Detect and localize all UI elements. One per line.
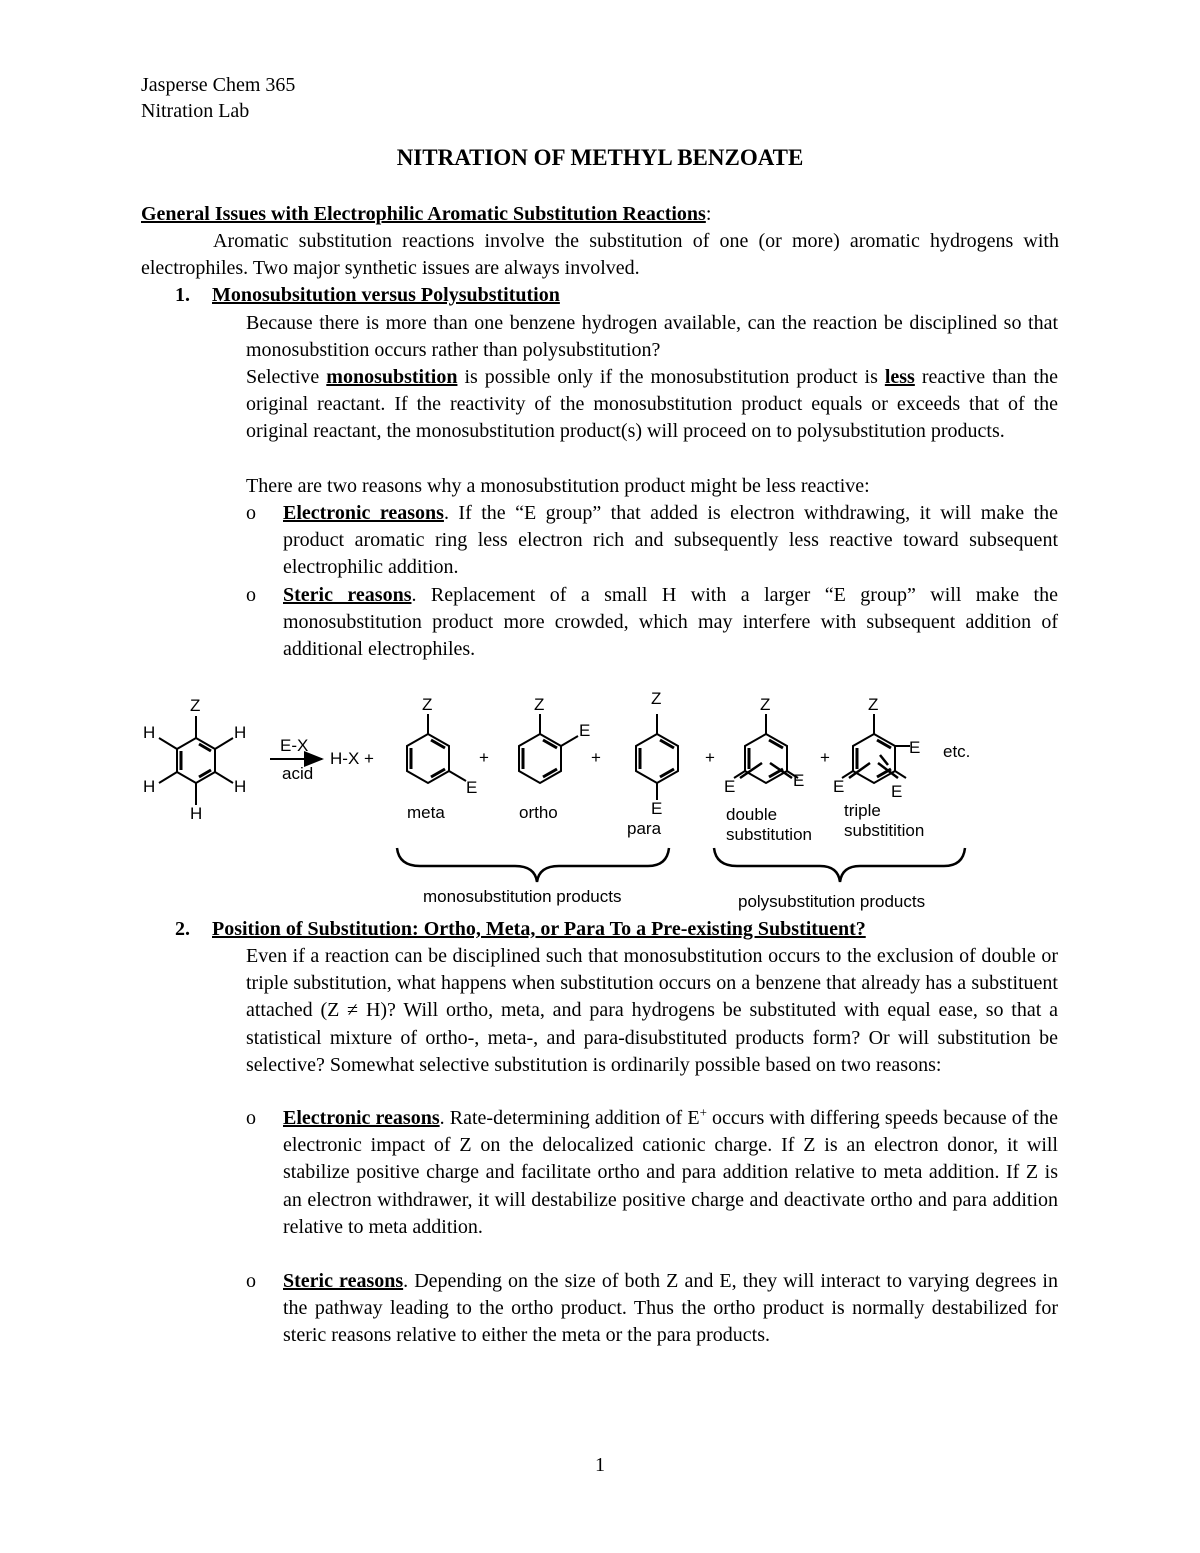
section2-number: 2. xyxy=(175,918,190,940)
label-e: E xyxy=(724,777,736,796)
label-para: para xyxy=(627,819,662,838)
bullet-text-b: occurs with differing speeds because of the electronic impact of Z on the delocalized cationic charge. If Z is an electron donor, it will stabilize positive charge and facilitate ortho and para addition relative to meta addition. If Z is an electron withdrawer, it will destabilize positive charge and deactivate ortho and para addition relative to meta addition. xyxy=(283,1107,1058,1238)
label-double-substitution: substitution xyxy=(726,825,812,844)
bullet-label-electronic: Electronic reasons xyxy=(283,1107,440,1129)
page-number: 1 xyxy=(595,1454,605,1476)
general-heading-line xyxy=(141,201,1061,228)
general-intro: Aromatic substitution reactions involve the substitution of one (or more) aromatic hydrogens with electrophiles. Two major synthetic issues are always involved. xyxy=(141,230,1059,280)
benzene-meta xyxy=(407,714,466,783)
poly-brace xyxy=(714,848,965,882)
label-meta: meta xyxy=(407,803,445,822)
section1-number: 1. xyxy=(175,284,190,306)
substitution-scheme xyxy=(0,680,1200,915)
label-h: H xyxy=(234,723,247,742)
benzene-double xyxy=(734,714,798,783)
label-etc: etc. xyxy=(943,742,971,761)
section2-heading: Position of Substitution: Ortho, Meta, or Para To a Pre-existing Substituent? xyxy=(212,918,866,940)
label-double: double xyxy=(726,805,778,824)
section2-paragraph-1: Even if a reaction can be disciplined such that monosubstitution occurs to the exclusion of double or triple substitution, what happens when substitution occurs on a benzene that already has a substituent attached (Z ≠ H)? Will ortho, meta, and para hydrogens be substituted with equal ease, so that a statistical mixture of ortho-, meta-, and para-disubstituted products form? Or will substitution be selective? Somewhat selective substitution is ordinarily possible based on two reasons: xyxy=(246,945,1058,1076)
p2-emphasis-monosubstition: monosubstition xyxy=(326,366,458,388)
reagent-ex: E-X xyxy=(280,736,309,755)
section2-bullet-steric xyxy=(283,1268,1058,1350)
label-z: Z xyxy=(422,695,433,714)
plus-sign: + xyxy=(705,748,715,767)
label-z: Z xyxy=(534,695,545,714)
bullet-glyph: o xyxy=(246,502,256,524)
bullet-text-a: . Rate-determining addition of E xyxy=(439,1107,700,1129)
section1-bullet-steric xyxy=(283,582,1058,664)
section1-heading: Monosubsitution versus Polysubstitution xyxy=(212,284,560,306)
label-z: Z xyxy=(868,695,879,714)
label-e: E xyxy=(579,721,591,740)
label-z: Z xyxy=(190,696,201,715)
superscript-plus: + xyxy=(699,1104,707,1120)
label-mono-products: monosubstitution products xyxy=(423,887,622,906)
bullet-label-steric: Steric reasons xyxy=(283,584,412,606)
label-e: E xyxy=(891,782,903,801)
label-z: Z xyxy=(760,695,771,714)
plus-sign: + xyxy=(820,748,830,767)
section1-bullet-electronic xyxy=(283,500,1058,582)
header-lab: Nitration Lab xyxy=(141,100,250,122)
label-triple: triple xyxy=(844,801,881,820)
p2-text-a: Selective xyxy=(246,366,327,388)
bullet-label-electronic: Electronic reasons xyxy=(283,502,444,524)
label-e: E xyxy=(833,777,845,796)
section2-bullet-electronic xyxy=(283,1105,1058,1241)
bullet-glyph: o xyxy=(246,1107,256,1129)
label-h: H xyxy=(143,777,156,796)
bullet-glyph: o xyxy=(246,1270,256,1292)
label-e: E xyxy=(793,771,805,790)
label-e: E xyxy=(651,799,663,818)
plus-sign: + xyxy=(591,748,601,767)
plus-sign: + xyxy=(479,748,489,767)
label-h: H xyxy=(234,777,247,796)
label-triple-substitition: substitition xyxy=(844,821,925,840)
p2-text-c: is possible only if the monosubstitution product is xyxy=(457,366,885,388)
label-z: Z xyxy=(651,689,662,708)
p2-emphasis-less: less xyxy=(884,366,915,388)
label-e: E xyxy=(909,738,921,757)
benzene-start xyxy=(159,716,233,805)
label-poly-products: polysubstitution products xyxy=(738,892,926,911)
label-ortho: ortho xyxy=(519,803,558,822)
bullet-text-steric: . Depending on the size of both Z and E, they will interact to varying degrees in the pathway leading to the ortho product. Thus the ortho product is normally destabilized for steric reasons relative to either the meta or the para products. xyxy=(283,1270,1058,1347)
p2-text-e: reactive than the original reactant. If the reactivity of the monosubstitution product equals or exceeds that of the original reactant, the monosubstitution product(s) will proceed on to polysubstitution products. xyxy=(246,366,1058,443)
general-heading-colon: : xyxy=(705,203,712,225)
general-heading: General Issues with Electrophilic Aromatic Substitution Reactions xyxy=(141,203,706,225)
mono-brace xyxy=(397,848,669,882)
header-course: Jasperse Chem 365 xyxy=(141,74,296,96)
bullet-label-steric: Steric reasons xyxy=(283,1270,404,1292)
bullet-text-electronic: . If the “E group” that added is electron withdrawing, it will make the product aromatic ring less electron rich and subsequently less reactive toward subsequent electrophilic addition. xyxy=(283,502,1058,579)
benzene-triple xyxy=(842,714,910,783)
benzene-ortho xyxy=(519,714,578,783)
reagent-acid: acid xyxy=(282,764,314,783)
benzene-para xyxy=(636,714,678,800)
section1-paragraph-3: There are two reasons why a monosubstitution product might be less reactive: xyxy=(246,475,870,497)
label-e: E xyxy=(466,778,478,797)
byproduct-hx: H-X + xyxy=(330,749,374,768)
section1-paragraph-2 xyxy=(246,364,1058,446)
label-h: H xyxy=(190,804,203,823)
bullet-text-steric: . Replacement of a small H with a larger “E group” will make the monosubstitution product more crowded, which may interfere with subsequent addition of additional electrophiles. xyxy=(283,584,1058,661)
section1-paragraph-1: Because there is more than one benzene hydrogen available, can the reaction be disciplined so that monosubstition occurs rather than polysubstitution? xyxy=(246,312,1058,362)
page-title: NITRATION OF METHYL BENZOATE xyxy=(396,145,804,170)
bullet-glyph: o xyxy=(246,584,256,606)
label-h: H xyxy=(143,723,156,742)
